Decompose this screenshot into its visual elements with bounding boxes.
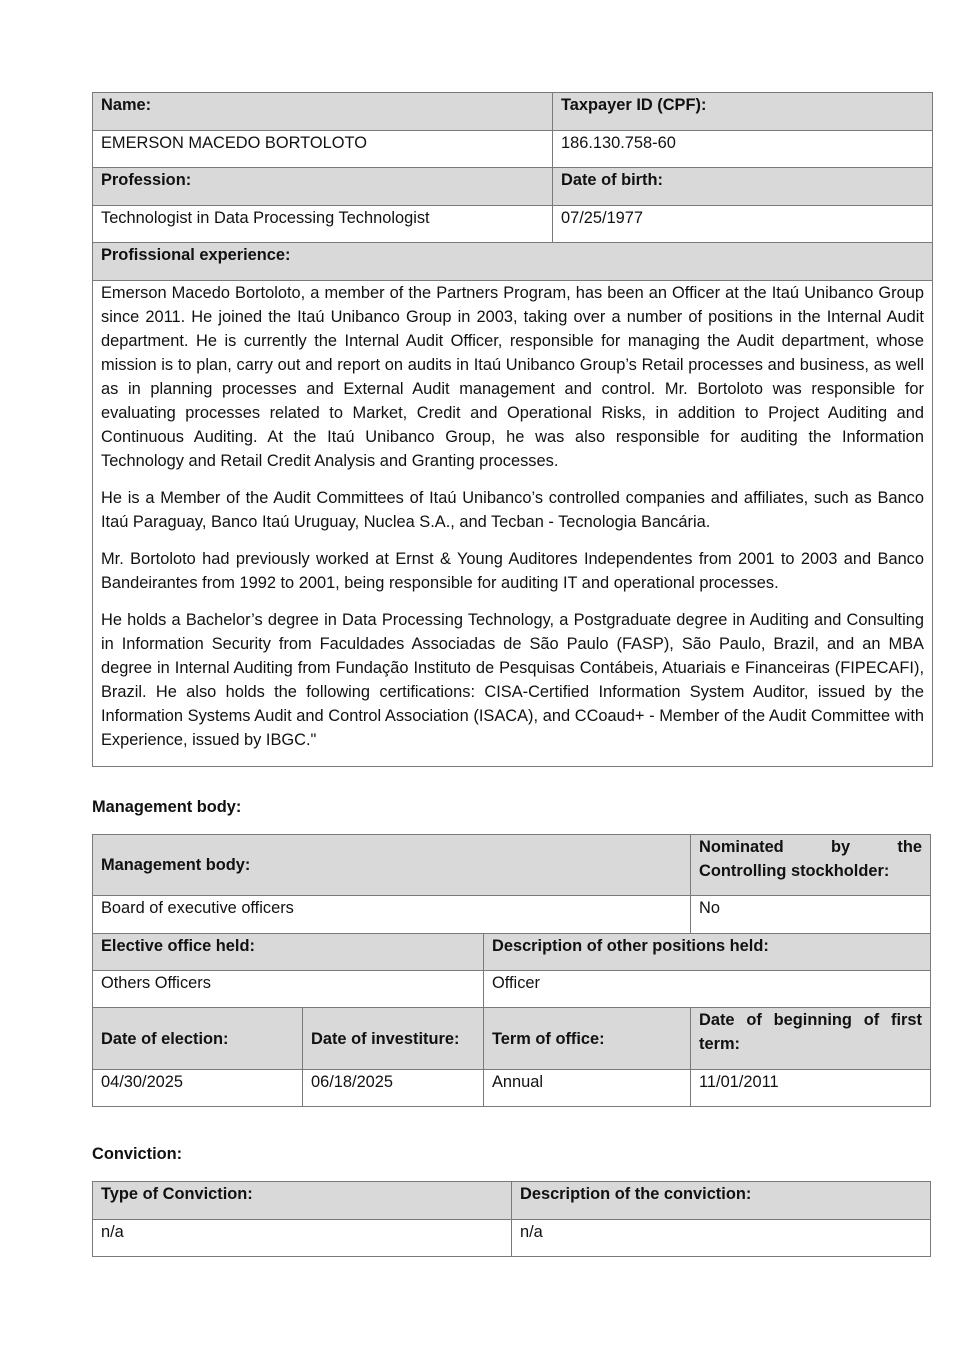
experience-paragraph: Mr. Bortoloto had previously worked at Ernst & Young Auditores Independentes from 2001 to 2003 and Banco Bandeirantes from 1992 to 2001, being responsible for auditing IT and operational processes. xyxy=(101,550,924,592)
experience-paragraph: Emerson Macedo Bortoloto, a member of the Partners Program, has been an Officer at the Itaú Unibanco Group since 2011. He joined the Itaú Unibanco Group in 2003, taking over a number of positions in the Internal Audit department. He is currently the Internal Audit Officer, responsible for managing the Audit department, whose mission is to plan, carry out and report on audits in Itaú Unibanco Group’s Retail processes and business, as well as in planning processes and External Audit management and control. Mr. Bortoloto was responsible for evaluating processes related to Market, Credit and Operational Risks, in addition to Project Auditing and Continuous Auditing. At the Itaú Unibanco Group, he was also responsible for auditing the Information Technology and Retail Credit Analysis and Granting processes. xyxy=(101,284,924,470)
conviction-type-value: n/a xyxy=(93,1220,512,1257)
other-positions-value: Officer xyxy=(484,971,931,1008)
other-positions-label: Description of other positions held: xyxy=(484,934,931,971)
management-section-title: Management body: xyxy=(92,798,242,816)
nominated-value: No xyxy=(691,896,931,934)
dob-value: 07/25/1977 xyxy=(553,206,933,243)
first-term-label: Date of beginning of first term: xyxy=(691,1008,931,1070)
investiture-date-value: 06/18/2025 xyxy=(303,1070,484,1107)
management-table xyxy=(92,834,931,1107)
experience-label: Profissional experience: xyxy=(93,243,933,281)
profession-label: Profession: xyxy=(93,168,553,206)
name-value: EMERSON MACEDO BORTOLOTO xyxy=(93,131,553,168)
name-label: Name: xyxy=(93,93,553,131)
election-date-value: 04/30/2025 xyxy=(93,1070,303,1107)
experience-text xyxy=(93,281,933,767)
conviction-type-label: Type of Conviction: xyxy=(93,1182,512,1220)
elective-office-label: Elective office held: xyxy=(93,934,484,971)
nominated-label: Nominated by the Controlling stockholder: xyxy=(691,835,931,896)
experience-paragraph: He is a Member of the Audit Committees of Itaú Unibanco’s controlled companies and affiliates, such as Banco Itaú Paraguay, Banco Itaú Uruguay, Nuclea S.A., and Tecban - Tecnologia Bancária. xyxy=(101,489,924,531)
management-body-value: Board of executive officers xyxy=(93,896,691,934)
conviction-description-label: Description of the conviction: xyxy=(512,1182,931,1220)
election-date-label: Date of election: xyxy=(93,1008,303,1070)
term-label: Term of office: xyxy=(484,1008,691,1070)
management-body-label: Management body: xyxy=(93,835,691,896)
conviction-table xyxy=(92,1181,931,1257)
term-value: Annual xyxy=(484,1070,691,1107)
conviction-description-value: n/a xyxy=(512,1220,931,1257)
experience-paragraph: He holds a Bachelor’s degree in Data Processing Technology, a Postgraduate degree in Auditing and Consulting in Information Security from Faculdades Associadas de São Paulo (FASP), São Paulo, Brazil, and an MBA degree in Internal Auditing from Fundação Instituto de Pesquisas Contábeis, Atuariais e Financeiras (FIPECAFI), Brazil. He also holds the following certifications: CISA-Certified Information System Auditor, issued by the Information Systems Audit and Control Association (ISACA), and CCoaud+ - Member of the Audit Committee with Experience, issued by IBGC." xyxy=(101,611,924,749)
profession-value: Technologist in Data Processing Technologist xyxy=(93,206,553,243)
conviction-section-title: Conviction: xyxy=(92,1145,183,1163)
first-term-value: 11/01/2011 xyxy=(691,1070,931,1107)
elective-office-value: Others Officers xyxy=(93,971,484,1008)
cpf-label: Taxpayer ID (CPF): xyxy=(553,93,933,131)
personal-info-table xyxy=(92,92,933,767)
investiture-date-label: Date of investiture: xyxy=(303,1008,484,1070)
cpf-value: 186.130.758-60 xyxy=(553,131,933,168)
dob-label: Date of birth: xyxy=(553,168,933,206)
